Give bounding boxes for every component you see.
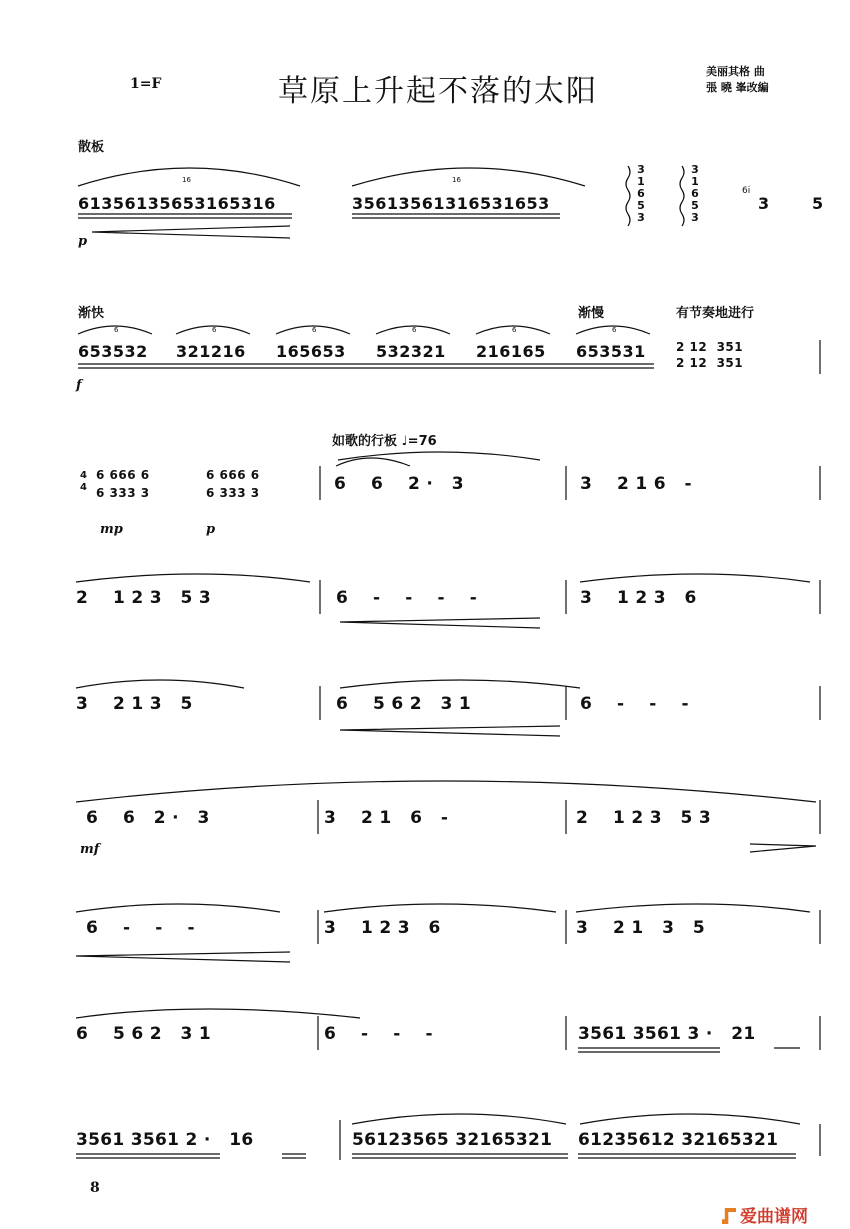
measure: 6 5 6 2 3 1 bbox=[76, 1024, 211, 1044]
credits bbox=[706, 64, 769, 96]
measure: 56123565 32165321 bbox=[352, 1130, 553, 1150]
tempo-marking-accel: 渐快 bbox=[78, 306, 105, 321]
measure: 6 6 2 · 3 bbox=[86, 808, 210, 828]
measure: 3 2 1 6 - bbox=[324, 808, 449, 828]
tuplet-number: 16 bbox=[182, 176, 191, 184]
tempo-marking-intro: 散板 bbox=[78, 140, 105, 155]
measure: 6 - - - bbox=[86, 918, 195, 938]
key-signature: 1=F bbox=[130, 76, 162, 92]
measure: 3561 3561 3 · 21 bbox=[578, 1024, 756, 1044]
dynamic-p: p bbox=[78, 234, 88, 249]
site-watermark: 爱曲谱网 bbox=[722, 1202, 808, 1227]
tuplet-number: 6 bbox=[212, 326, 217, 334]
chord-arpeggio-2: 3 1 6 5 3 bbox=[691, 163, 699, 224]
grace-notes: 6i bbox=[742, 186, 751, 196]
sextuplet-group: 532321 bbox=[376, 342, 446, 361]
score-title: 草原上升起不落的太阳 bbox=[278, 74, 598, 109]
time-signature: 4 4 bbox=[80, 470, 87, 493]
tuplet-number: 6 bbox=[312, 326, 317, 334]
sextuplet-group: 216165 bbox=[476, 342, 546, 361]
tempo-marking-main: 如歌的行板 ♩=76 bbox=[332, 434, 437, 449]
note: 5 bbox=[812, 194, 824, 213]
note: 3 bbox=[758, 194, 770, 213]
tuplet-number: 16 bbox=[452, 176, 461, 184]
tempo-marking-in-rhythm: 有节奏地进行 bbox=[676, 306, 755, 321]
measure: 6 - - - bbox=[580, 694, 689, 714]
music-logo-icon bbox=[722, 1208, 736, 1224]
sextuplet-group: 321216 bbox=[176, 342, 246, 361]
measure: 3 2 1 3 5 bbox=[76, 694, 193, 714]
measure: 3 2 1 6 - bbox=[580, 474, 692, 494]
chord-top-a: 6 666 6 bbox=[96, 468, 150, 482]
sextuplet-group: 653531 bbox=[576, 342, 646, 361]
run-1: 61356135653165316 bbox=[78, 194, 276, 213]
arranger-credit: 張 曉 峯改編 bbox=[706, 81, 769, 94]
chord-top-b: 6 666 6 bbox=[206, 468, 260, 482]
measure: 61235612 32165321 bbox=[578, 1130, 779, 1150]
tuplet-number: 6 bbox=[114, 326, 119, 334]
chord-bottom-a: 6 333 3 bbox=[96, 486, 150, 500]
measure: 3 2 1 3 5 bbox=[576, 918, 706, 938]
page-number: 8 bbox=[90, 1180, 100, 1196]
measure: 3 1 2 3 6 bbox=[580, 588, 697, 608]
measure: 6 5 6 2 3 1 bbox=[336, 694, 471, 714]
measure: 3561 3561 2 · 16 bbox=[76, 1130, 254, 1150]
tuplet-number: 6 bbox=[512, 326, 517, 334]
chord-arpeggio-1: 3 1 6 5 3 bbox=[637, 163, 645, 224]
sextuplet-group: 165653 bbox=[276, 342, 346, 361]
composer-credit: 美丽其格 曲 bbox=[706, 65, 765, 78]
dynamic-mp: mp bbox=[100, 522, 123, 537]
measure: 6 - - - - bbox=[336, 588, 478, 608]
voice-top: 2 12 351 bbox=[676, 340, 744, 354]
voice-bottom: 2 12 351 bbox=[676, 356, 744, 370]
dynamic-mf: mf bbox=[80, 842, 100, 857]
measure: 2 1 2 3 5 3 bbox=[576, 808, 711, 828]
tempo-marking-rit: 渐慢 bbox=[578, 306, 605, 321]
chord-bottom-b: 6 333 3 bbox=[206, 486, 260, 500]
tuplet-number: 6 bbox=[412, 326, 417, 334]
sextuplet-group: 653532 bbox=[78, 342, 148, 361]
metronome-mark: ♩=76 bbox=[401, 434, 437, 449]
measure: 2 1 2 3 5 3 bbox=[76, 588, 211, 608]
tuplet-number: 6 bbox=[612, 326, 617, 334]
run-2: 35613561316531653 bbox=[352, 194, 550, 213]
measure: 6 6 2 · 3 bbox=[334, 474, 464, 494]
measure: 6 - - - bbox=[324, 1024, 433, 1044]
dynamic-f: f bbox=[76, 378, 82, 393]
measure: 3 1 2 3 6 bbox=[324, 918, 441, 938]
dynamic-p: p bbox=[206, 522, 216, 537]
